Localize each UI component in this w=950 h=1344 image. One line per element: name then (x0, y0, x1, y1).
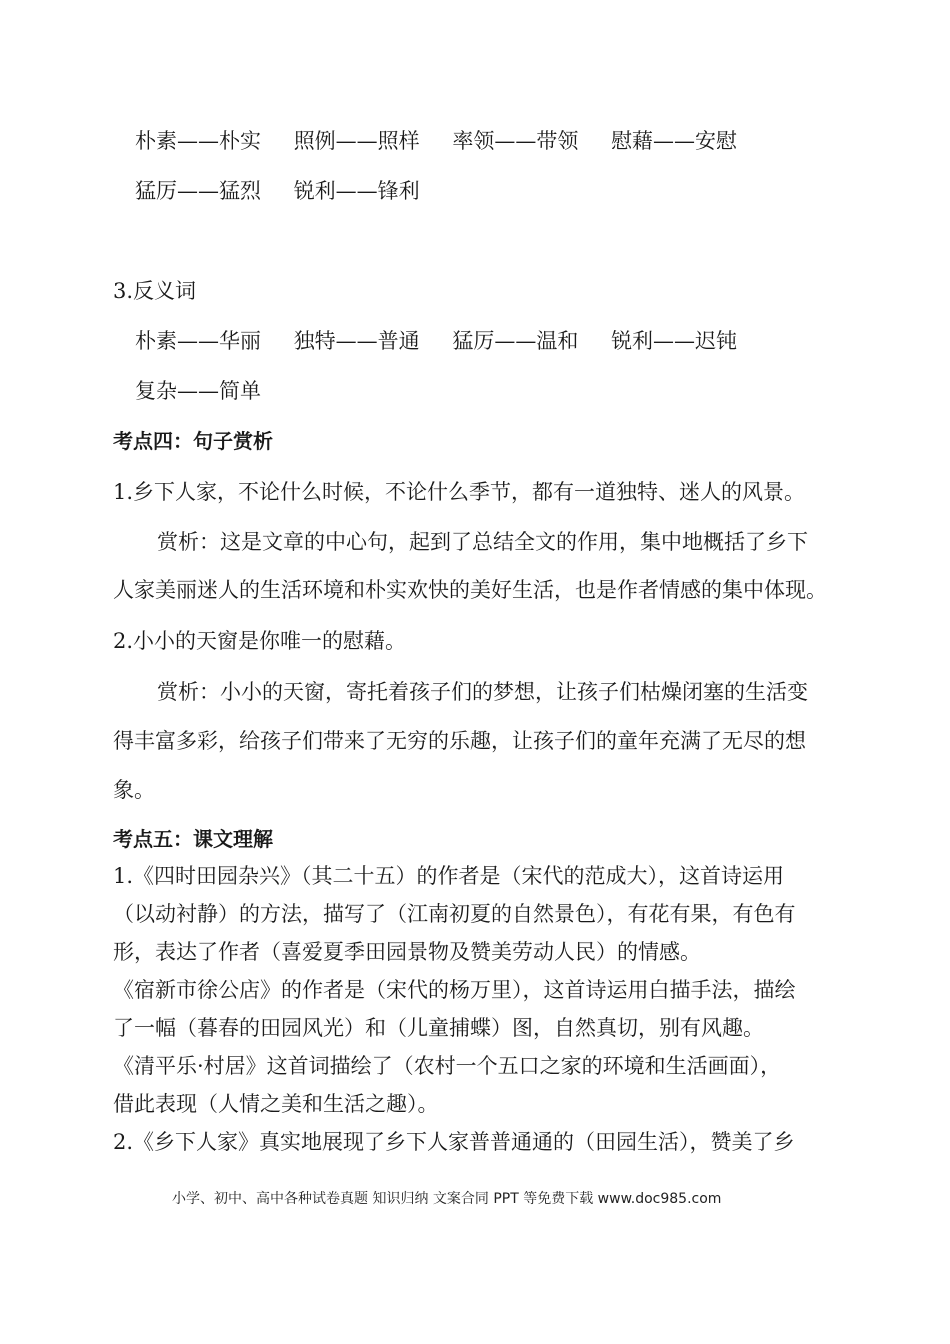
synonym-pair: 朴素——朴实 (135, 129, 261, 153)
antonym-pair: 朴素——华丽 (135, 329, 261, 353)
section-4-heading: 考点四：句子赏析 (113, 429, 273, 453)
section-5-line-6: 《清平乐·村居》这首词描绘了（农村一个五口之家的环境和生活画面）， (113, 1054, 782, 1078)
section-5-line-3: 形，表达了作者（喜爱夏季田园景物及赞美劳动人民）的情感。 (113, 940, 701, 964)
section-4-item-1: 1.乡下人家，不论什么时候，不论什么季节，都有一道独特、迷人的风景。 (113, 480, 806, 504)
antonym-row-2 (135, 381, 261, 402)
section-5-line-7: 借此表现（人情之美和生活之趣）。 (113, 1092, 439, 1116)
page-footer: 小学、初中、高中各种试卷真题 知识归纳 文案合同 PPT 等免费下载 www.doc985.com (172, 1191, 722, 1207)
synonym-row-2 (135, 181, 420, 202)
synonym-row-1 (135, 131, 737, 152)
section-5-line-8: 2.《乡下人家》真实地展现了乡下人家普普通通的（田园生活），赞美了乡 (113, 1130, 795, 1154)
section-4-item-2: 2.小小的天窗是你唯一的慰藉。 (113, 629, 407, 653)
section-4-analysis-2-line-2: 得丰富多彩，给孩子们带来了无穷的乐趣，让孩子们的童年充满了无尽的想 (113, 729, 806, 753)
section-4-analysis-2-line-3: 象。 (113, 778, 155, 802)
synonym-pair: 照例——照样 (293, 129, 420, 153)
antonym-pair: 猛厉——温和 (452, 329, 579, 353)
section-5-line-2: （以动衬静）的方法，描写了（江南初夏的自然景色），有花有果，有色有 (113, 902, 796, 926)
section-5-line-5: 了一幅（暮春的田园风光）和（儿童捕蝶）图，自然真切，别有风趣。 (113, 1016, 764, 1040)
section-5-line-1: 1.《四时田园杂兴》（其二十五）的作者是（宋代的范成大），这首诗运用 (113, 864, 785, 888)
antonym-pair: 复杂——简单 (135, 379, 261, 403)
section-4-analysis-2-line-1: 赏析：小小的天窗，寄托着孩子们的梦想，让孩子们枯燥闭塞的生活变 (157, 680, 808, 704)
synonym-pair: 猛厉——猛烈 (135, 179, 261, 203)
synonym-pair: 锐利——锋利 (293, 179, 420, 203)
section-4-analysis-1-line-1: 赏析：这是文章的中心句，起到了总结全文的作用，集中地概括了乡下 (157, 530, 808, 554)
section-5-heading: 考点五：课文理解 (113, 827, 273, 851)
antonym-row-1 (135, 331, 737, 352)
antonym-pair: 独特——普通 (293, 329, 420, 353)
antonym-pair: 锐利——迟钝 (611, 329, 738, 353)
synonym-pair: 慰藉——安慰 (611, 129, 738, 153)
antonym-title: 3.反义词 (113, 279, 197, 303)
section-5-line-4: 《宿新市徐公店》的作者是（宋代的杨万里），这首诗运用白描手法，描绘 (113, 978, 796, 1002)
synonym-pair: 率领——带领 (452, 129, 579, 153)
section-4-analysis-1-line-2: 人家美丽迷人的生活环境和朴实欢快的美好生活，也是作者情感的集中体现。 (113, 578, 827, 602)
